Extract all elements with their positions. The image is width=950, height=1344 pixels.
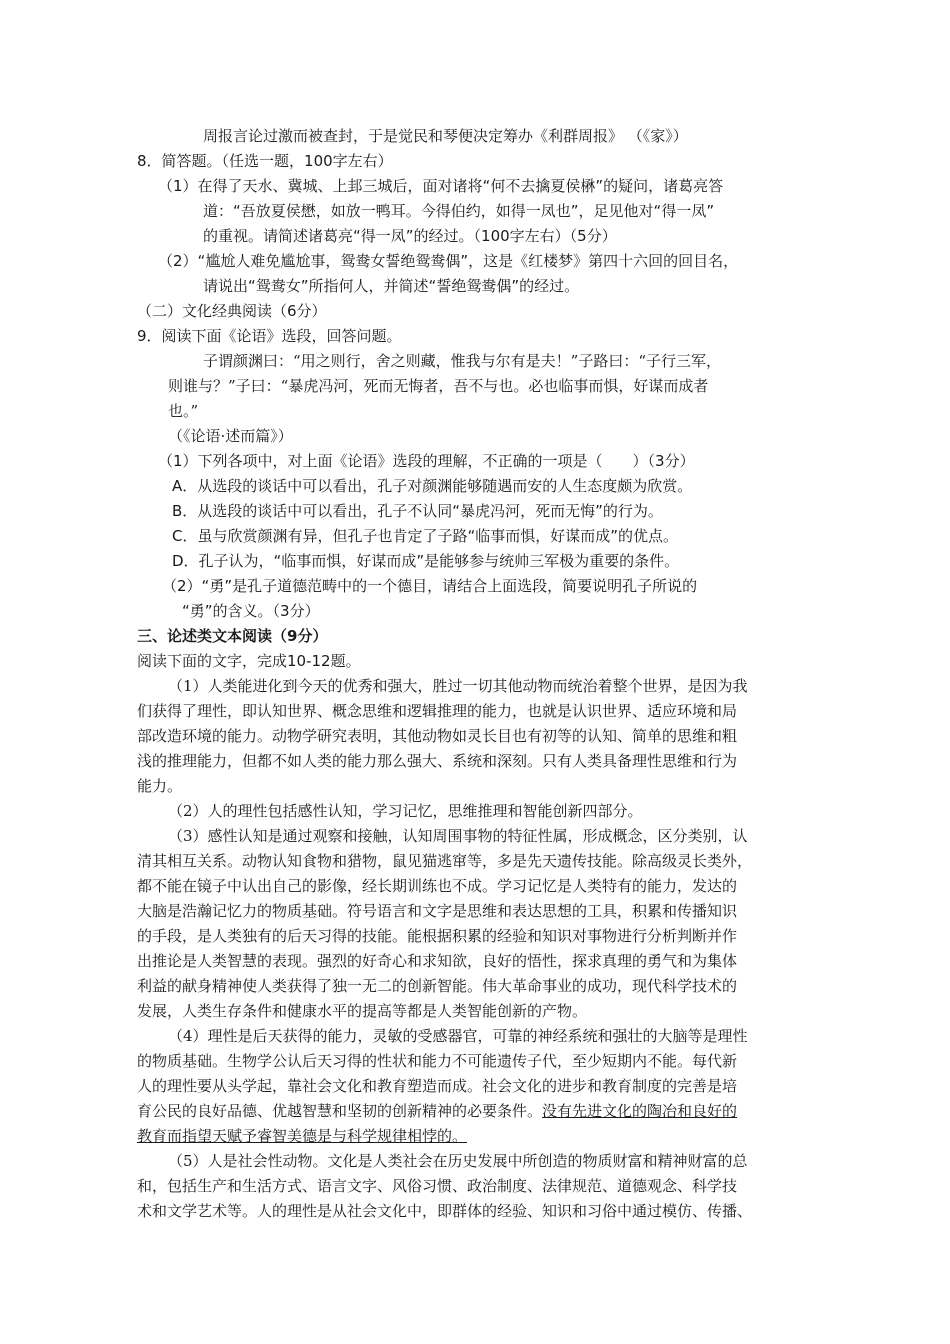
quote-line: 则谁与？”子曰：“暴虎冯河，死而无悔者，吾不与也。必也临事而惧，好谋而成者	[168, 377, 709, 395]
text-line: （1）下列各项中，对上面《论语》选段的理解，不正确的一项是（ ）（3分）	[158, 452, 695, 470]
passage-line: 大脑是浩瀚记忆力的物质基础。符号语言和文字是思维和表达思想的工具，积累和传播知识	[137, 902, 738, 920]
question-9-heading: 9．阅读下面《论语》选段，回答问题。	[137, 327, 402, 345]
section-heading: （二）文化经典阅读（6分）	[137, 302, 327, 320]
passage-line: 的物质基础。生物学公认后天习得的性状和能力不可能遗传子代，至少短期内不能。每代新	[137, 1052, 738, 1070]
passage-text: 育公民的良好品德、优越智慧和坚韧的创新精神的必要条件。	[137, 1102, 543, 1120]
passage-line: （2）人的理性包括感性认知，学习记忆，思维推理和智能创新四部分。	[168, 802, 643, 820]
underlined-sentence: 教育而指望天赋予睿智美德是与科学规律相悖的。	[137, 1127, 468, 1145]
option-c: C．虽与欣赏颜渊有异，但孔子也肯定了子路“临事而惧，好谋而成”的优点。	[172, 527, 679, 545]
passage-line: 部改造环境的能力。动物学研究表明，其他动物如灵长目也有初等的认知、简单的思维和粗	[137, 727, 738, 745]
passage-line: （1）人类能进化到今天的优秀和强大，胜过一切其他动物而统治着整个世界，是因为我	[168, 677, 748, 695]
passage-line: （3）感性认知是通过观察和接触，认知周围事物的特征性属，形成概念，区分类别，认	[168, 827, 748, 845]
passage-line: 人的理性要从头学起，靠社会文化和教育塑造而成。社会文化的进步和教育制度的完善是培	[137, 1077, 738, 1095]
passage-line: 浅的推理能力，但都不如人类的能力那么强大、系统和深刻。只有人类具备理性思维和行为	[137, 752, 738, 770]
passage-line: 发展，人类生存条件和健康水平的提高等都是人类智能创新的产物。	[137, 1002, 588, 1020]
text-line: 的重视。请简述诸葛亮“得一凤”的经过。（100字左右）（5分）	[203, 227, 617, 245]
quote-source: （《论语·述而篇》）	[168, 427, 293, 445]
quote-line: 也。”	[168, 402, 199, 420]
text-line: （2）“尴尬人难免尴尬事，鸳鸯女誓绝鸳鸯偶”，这是《红楼梦》第四十六回的回目名，	[158, 252, 739, 270]
underlined-sentence: 没有先进文化的陶冶和良好的	[542, 1102, 738, 1120]
option-a: A．从选段的谈话中可以看出，孔子对颜渊能够随遇而安的人生态度颇为欣赏。	[172, 477, 693, 495]
passage-line: 能力。	[137, 777, 183, 795]
passage-line: 利益的献身精神使人类获得了独一无二的创新智能。伟大革命事业的成功，现代科学技术的	[137, 977, 738, 995]
text-line: 周报言论过激而被查封，于是觉民和琴便决定筹办《利群周报》 （《家》）	[203, 127, 688, 145]
text-line: （2）“勇”是孔子道德范畴中的一个德目，请结合上面选段，简要说明孔子所说的	[162, 577, 698, 595]
passage-line: 们获得了理性，即认知世界、概念思维和逻辑推理的能力，也就是认识世界、适应环境和局	[137, 702, 738, 720]
passage-line	[137, 1099, 737, 1123]
section-three-heading: 三、论述类文本阅读（9分）	[137, 627, 328, 645]
question-8-heading: 8．简答题。（任选一题，100字左右）	[137, 152, 393, 170]
passage-line: 清其相互关系。动物认知食物和猎物，鼠见猫逃窜等，多是先天遗传技能。除高级灵长类外，	[137, 852, 753, 870]
passage-line: 都不能在镜子中认出自己的影像，经长期训练也不成。学习记忆是人类特有的能力，发达的	[137, 877, 738, 895]
passage-line: 的手段，是人类独有的后天习得的技能。能根据积累的经验和知识对事物进行分析判断并作	[137, 927, 738, 945]
quote-line: 子谓颜渊曰：“用之则行，舍之则藏，惟我与尔有是夫！”子路曰：“子行三军，	[203, 352, 722, 370]
instruction-line: 阅读下面的文字，完成10-12题。	[137, 652, 361, 670]
passage-line: （5）人是社会性动物。文化是人类社会在历史发展中所创造的物质财富和精神财富的总	[168, 1152, 748, 1170]
text-line: （1）在得了天水、冀城、上邽三城后，面对诸将“何不去擒夏侯楙”的疑问，诸葛亮答	[158, 177, 724, 195]
text-line: 道：“吾放夏侯懋，如放一鸭耳。今得伯约，如得一凤也”，足见他对“得一凤”	[203, 202, 715, 220]
passage-line: 和，包括生产和生活方式、语言文字、风俗习惯、政治制度、法律规范、道德观念、科学技	[137, 1177, 738, 1195]
option-d: D．孔子认为，“临事而惧，好谋而成”是能够参与统帅三军极为重要的条件。	[172, 552, 680, 570]
passage-line: 出推论是人类智慧的表现。强烈的好奇心和求知欲，良好的悟性，探求真理的勇气和为集体	[137, 952, 738, 970]
passage-line: （4）理性是后天获得的能力，灵敏的受感器官，可靠的神经系统和强壮的大脑等是理性	[168, 1027, 748, 1045]
text-line: “勇”的含义。（3分）	[182, 602, 320, 620]
option-b: B．从选段的谈话中可以看出，孔子不认同“暴虎冯河，死而无悔”的行为。	[172, 502, 663, 520]
passage-line: 术和文学艺术等。人的理性是从社会文化中，即群体的经验、知识和习俗中通过模仿、传播、	[137, 1202, 753, 1220]
text-line: 请说出“鸳鸯女”所指何人，并简述“誓绝鸳鸯偶”的经过。	[203, 277, 580, 295]
